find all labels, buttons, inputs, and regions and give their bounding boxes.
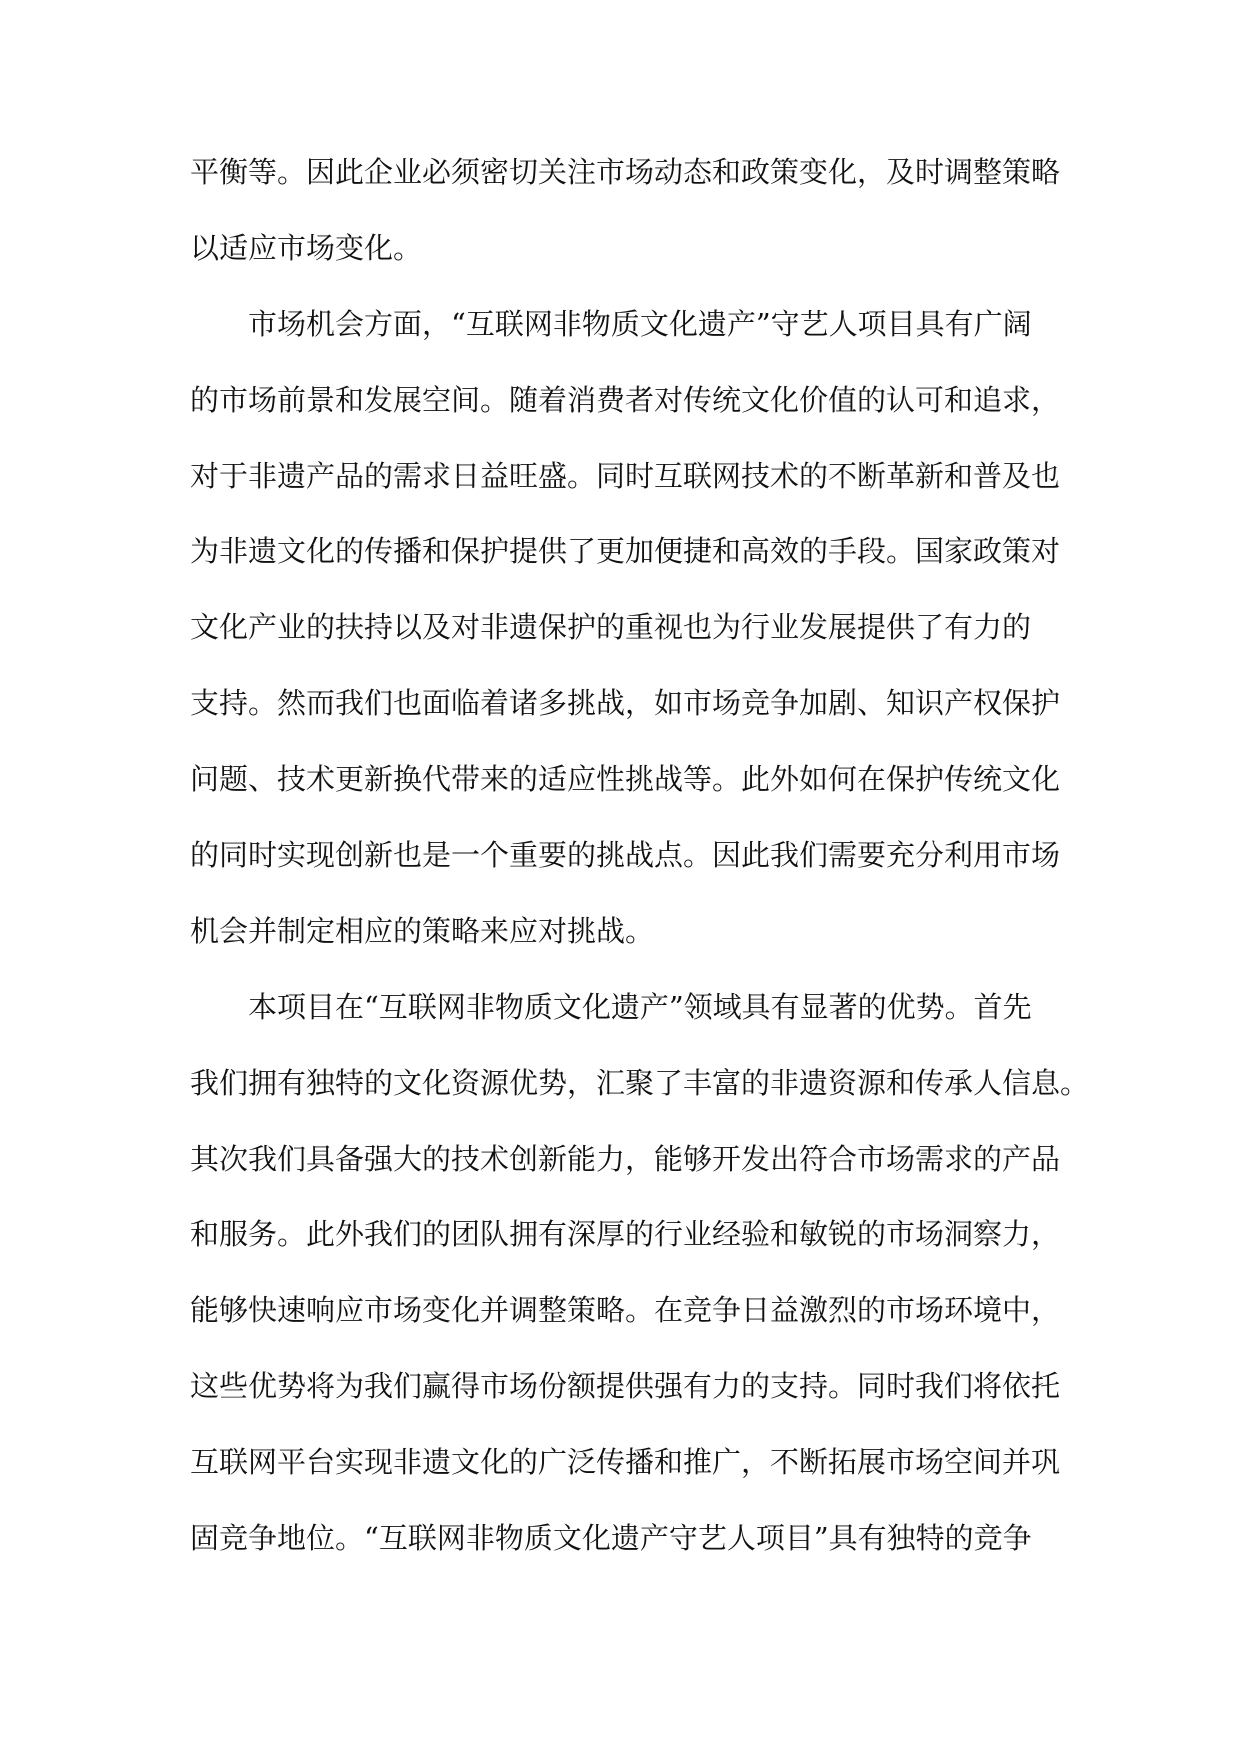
text-line: 对于非遗产品的需求日益旺盛。同时互联网技术的不断革新和普及也	[190, 458, 1061, 493]
text-line: 能够快速响应市场变化并调整策略。在竞争日益激烈的市场环境中，	[190, 1293, 1061, 1328]
text-line: 为非遗文化的传播和保护提供了更加便捷和高效的手段。国家政策对	[190, 534, 1061, 569]
paragraph-start-line: 本项目在“互联网非物质文化遗产”领域具有显著的优势。首先	[248, 989, 1032, 1024]
text-line: 平衡等。因此企业必须密切关注市场动态和政策变化，及时调整策略	[190, 155, 1061, 189]
paragraph-start-line: 市场机会方面，“互联网非物质文化遗产”守艺人项目具有广阔	[248, 306, 1032, 341]
text-line: 的同时实现创新也是一个重要的挑战点。因此我们需要充分利用市场	[190, 838, 1061, 873]
text-line: 和服务。此外我们的团队拥有深厚的行业经验和敏锐的市场洞察力，	[190, 1217, 1061, 1252]
text-line: 互联网平台实现非遗文化的广泛传播和推广，不断拓展市场空间并巩	[190, 1445, 1061, 1480]
text-line: 问题、技术更新换代带来的适应性挑战等。此外如何在保护传统文化	[190, 762, 1061, 797]
text-line: 支持。然而我们也面临着诸多挑战，如市场竞争加剧、知识产权保护	[190, 686, 1061, 721]
text-line: 其次我们具备强大的技术创新能力，能够开发出符合市场需求的产品	[190, 1141, 1061, 1176]
text-line: 这些优势将为我们赢得市场份额提供强有力的支持。同时我们将依托	[190, 1369, 1061, 1404]
text-line: 文化产业的扶持以及对非遗保护的重视也为行业发展提供了有力的	[190, 610, 1032, 645]
body-text	[190, 142, 1090, 1584]
text-line: 机会并制定相应的策略来应对挑战。	[190, 913, 655, 948]
text-line: 固竞争地位。“互联网非物质文化遗产守艺人项目”具有独特的竞争	[190, 1521, 1032, 1556]
text-line: 我们拥有独特的文化资源优势，汇聚了丰富的非遗资源和传承人信息。	[190, 1065, 1090, 1100]
text-line: 以适应市场变化。	[190, 230, 423, 265]
text-line: 的市场前景和发展空间。随着消费者对传统文化价值的认可和追求，	[190, 382, 1061, 417]
